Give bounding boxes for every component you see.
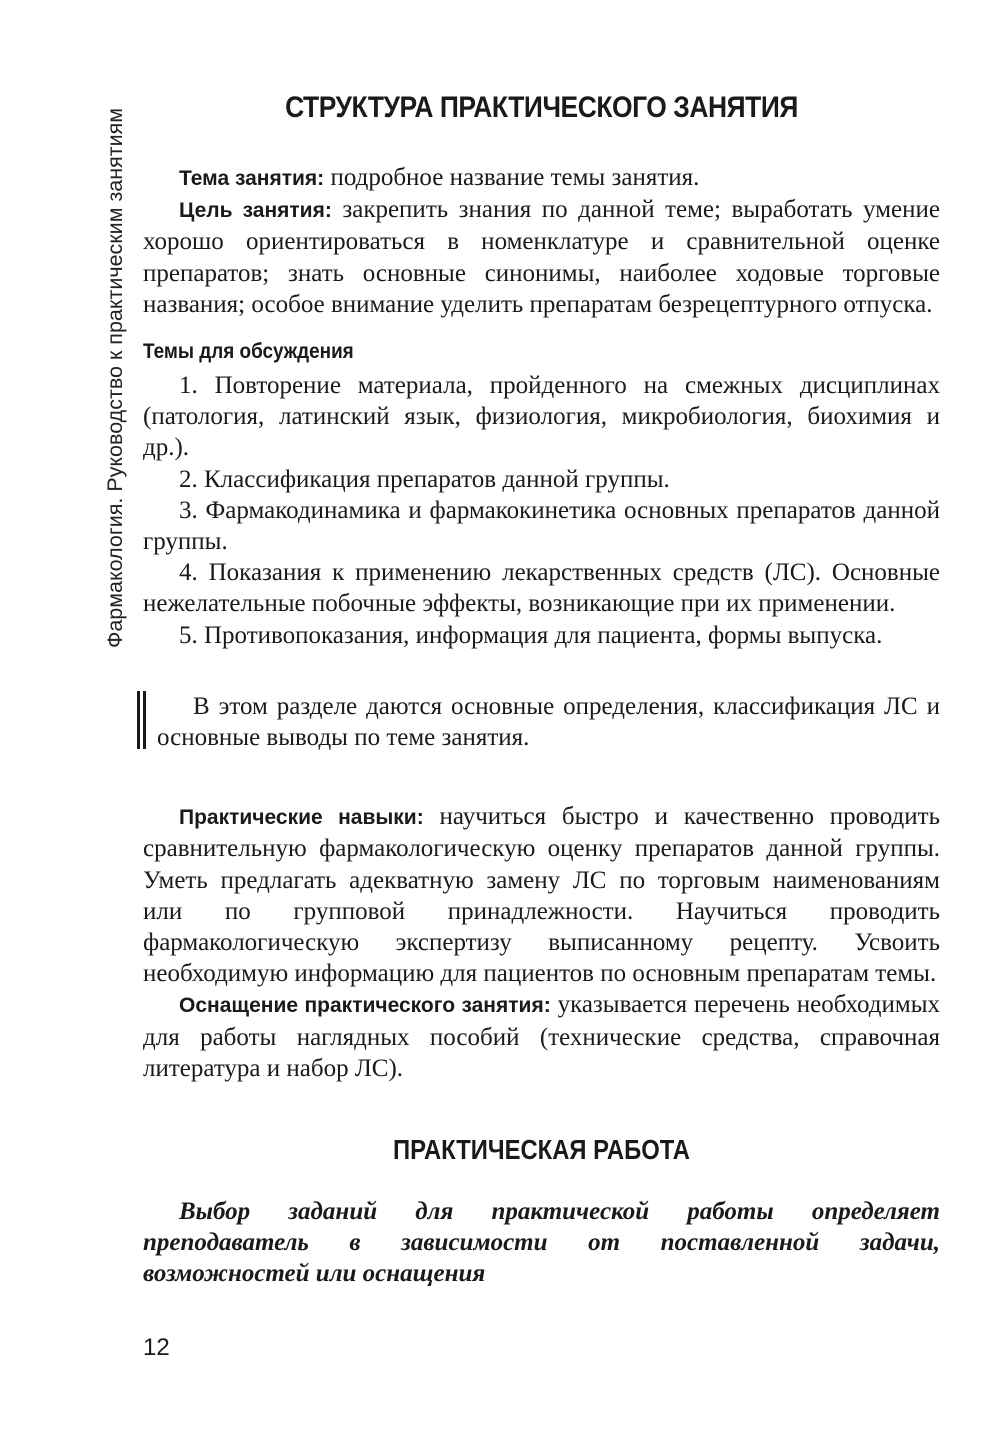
practical-work-text: Выбор заданий для практической работы определяет преподаватель в зависимости от поставленной задачи, возможностей или оснащения <box>143 1198 940 1288</box>
discussion-heading: Темы для обсуждения <box>143 340 354 364</box>
practical-work-heading: ПРАКТИЧЕСКАЯ РАБОТА <box>393 1134 690 1166</box>
discussion-item: 1. Повторение материала, пройденного на смежных дисциплинах (патология, латинский язык, физиология, микробиология, биохимия и др.). <box>143 372 940 462</box>
note-text: В этом разделе даются основные определения, классификация ЛС и основные выводы по теме занятия. <box>157 692 940 752</box>
note-box <box>143 691 940 753</box>
page-title: СТРУКТУРА ПРАКТИЧЕСКОГО ЗАНЯТИЯ <box>285 91 798 124</box>
page-content <box>143 88 940 1290</box>
equipment-label: Оснащение практического занятия: <box>179 994 551 1018</box>
discussion-item: 5. Противопоказания, информация для пациента, формы выпуска. <box>179 621 883 649</box>
topic-label: Тема занятия: <box>179 167 325 190</box>
running-header: Фармакология. Руководство к практическим занятиям <box>103 107 127 648</box>
equipment-paragraph <box>143 989 940 1084</box>
discussion-item: 2. Классификация препаратов данной группы. <box>179 465 670 493</box>
skills-text: научиться быстро и качественно проводить сравнительную фармакологическую оценку препаратов данной группы. Уметь предлагать адекватную замену ЛС по торговым наименованиям или по групповой принадлежности. Научиться проводить фармакологическую экспертизу выписанному рецепту. Усвоить необходимую информацию для пациентов по основным препаратам темы. <box>143 803 940 988</box>
note-bar-inner <box>143 691 146 749</box>
page-number: 12 <box>143 1334 170 1361</box>
skills-label: Практические навыки: <box>179 806 424 830</box>
topic-paragraph <box>143 162 940 194</box>
goal-paragraph <box>143 194 940 320</box>
discussion-item: 3. Фармакодинамика и фармакокинетика основных препаратов данной группы. <box>143 496 940 556</box>
discussion-item: 4. Показания к применению лекарственных средств (ЛС). Основные нежелательные побочные эффекты, возникающие при их применении. <box>143 559 940 618</box>
topic-text: подробное название темы занятия. <box>324 164 700 191</box>
skills-paragraph <box>143 801 940 989</box>
equipment-text: указывается перечень необходимых для работы наглядных пособий (технические средства, справочная литература и набор ЛС). <box>143 991 941 1082</box>
goal-text: закрепить знания по данной теме; выработать умение хорошо ориентироваться в номенклатуре и сравнительной оценке препаратов; знать основные синонимы, наиболее ходовые торговые названия; особое внимание уделить препаратам безрецептурного отпуска. <box>143 196 940 318</box>
note-bar-outer <box>137 691 140 749</box>
goal-label: Цель занятия: <box>179 199 332 223</box>
